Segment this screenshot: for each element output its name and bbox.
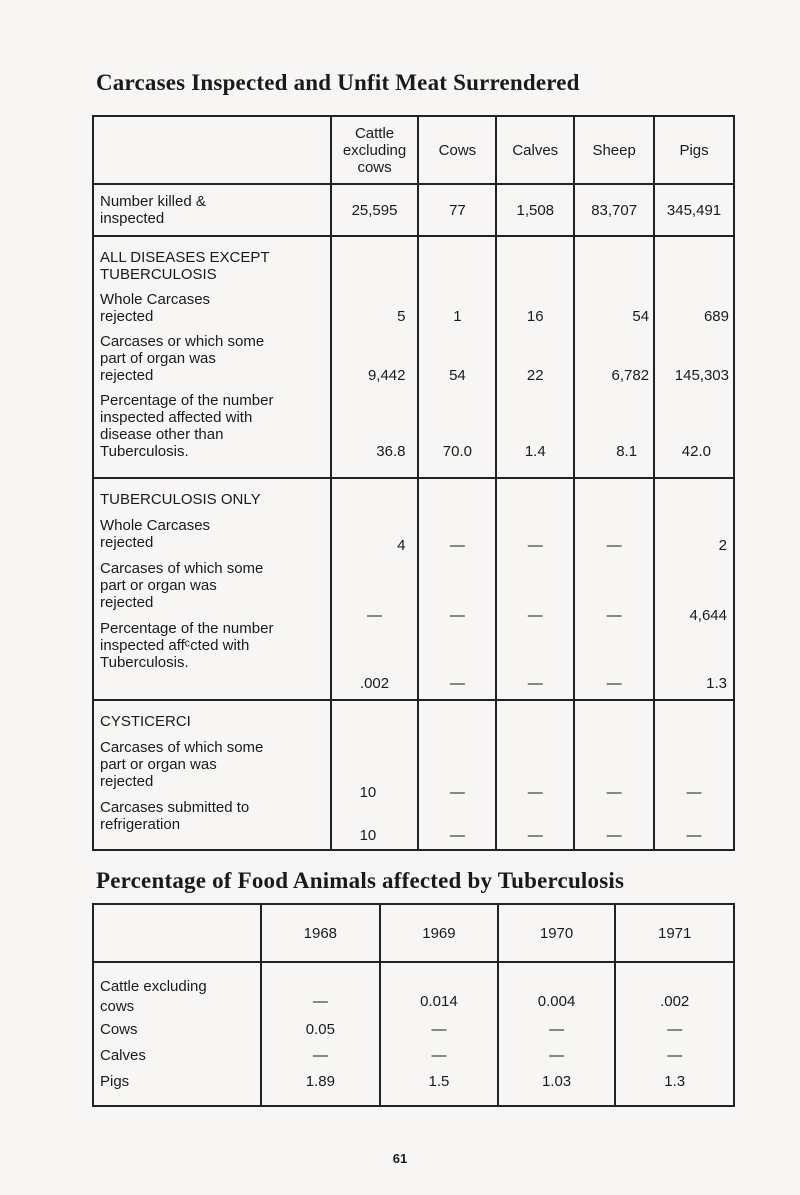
cell-text: — [431,1021,447,1038]
col-cattle [331,700,419,850]
section-labels [93,700,331,850]
col-1969 [380,962,498,1106]
cell-text: Percentage of the number [100,392,274,409]
header-pigs: Pigs [654,116,734,184]
header-row [93,904,734,962]
cell-text: cows [100,998,135,1015]
section-tuberculosis [93,478,734,700]
number-killed-row [93,184,734,236]
cell-text: 10 [359,827,377,844]
cell-text: Tuberculosis. [100,443,189,460]
col-calves [496,700,574,850]
cell-text: Cattle excluding [100,978,207,995]
cell-text: — [549,1021,565,1038]
cell-text: excluding [342,141,407,159]
cell-text: TUBERCULOSIS [100,266,217,283]
cell-text: 1.03 [541,1073,572,1090]
header-sheep: Sheep [574,116,654,184]
col-cows [418,700,496,850]
header-1971: 1971 [615,904,734,962]
cell-text: — [312,1047,328,1064]
col-cattle [331,478,419,700]
cell-text: 1.4 [524,443,546,460]
cell-text: TUBERCULOSIS ONLY [100,491,261,508]
cell-text: refrigeration [100,816,181,833]
data-body [93,962,734,1106]
cell: 1,508 [496,184,574,236]
cell-text: 0.014 [420,993,458,1010]
cell-text: — [549,1047,565,1064]
cell-text: part or organ was [100,756,217,773]
col-cows [418,236,496,478]
header-1968: 1968 [261,904,381,962]
cell-text: — [449,784,465,801]
col-calves [496,236,574,478]
col-pigs [654,700,734,850]
col-1968 [261,962,381,1106]
cell-text: 1 [453,308,462,325]
cell-text: — [449,675,465,692]
cell-text: — [606,607,622,624]
cell-text: Carcases of which some [100,560,264,577]
col-calves [496,478,574,700]
cell-text: 4 [397,537,406,554]
cell-text: — [527,827,543,844]
page-title: Carcases Inspected and Unfit Meat Surrendered [96,70,580,95]
cell-text: Number killed & [100,193,206,210]
cell-text: 10 [359,784,377,801]
cell-text: 6,782 [611,367,650,384]
cell-text: inspected affected with [100,409,253,426]
cell-text: — [527,784,543,801]
cell-text: 1.5 [428,1073,450,1090]
col-1971 [615,962,734,1106]
cell-text: 0.004 [537,993,576,1010]
cell-text: — [449,827,465,844]
page-number: 61 [392,1151,408,1166]
cell: 25,595 [331,184,419,236]
cell-text: rejected [100,773,154,790]
header-1970: 1970 [498,904,616,962]
cell-text: Calves [100,1047,146,1064]
section-title: Percentage of Food Animals affected by Tuberculosis [96,868,625,893]
cell: 77 [418,184,496,236]
cell-text: .002 [359,675,390,692]
cell-text: 689 [703,308,729,325]
cell-text: part of organ was [100,350,216,367]
cell-text: rejected [100,594,154,611]
cell-text: 5 [397,308,406,325]
cell-text: — [527,607,543,624]
header-blank [93,904,261,962]
col-pigs [654,478,734,700]
cell-text: 9,442 [367,367,406,384]
cell-text: rejected [100,367,154,384]
header-calves: Calves [496,116,574,184]
header-cattle [331,116,419,184]
cell-text: 22 [526,367,544,384]
cell-text: Tuberculosis. [100,654,189,671]
cell-text: inspected [100,210,165,227]
cell-text: Whole Carcases [100,291,211,308]
cell-text: 2 [718,537,727,554]
cell-text: — [449,537,465,554]
cell-text: part or organ was [100,577,217,594]
cell-text: 8.1 [616,443,638,460]
header-row [93,116,734,184]
cell-text: Whole Carcases [100,517,211,534]
cell-text: — [667,1021,683,1038]
cell-text: — [606,537,622,554]
cell-text: disease other than [100,426,224,443]
cell-text: rejected [100,308,154,325]
cell-text: Cows [100,1021,138,1038]
cell-text: 36.8 [376,443,406,460]
cell-text: ALL DISEASES EXCEPT [100,249,270,266]
cell-text: 42.0 [681,443,711,460]
cell: 83,707 [574,184,654,236]
cell-text: 145,303 [674,367,729,384]
section-all-diseases [93,236,734,478]
col-cows [418,478,496,700]
cell-text: — [449,607,465,624]
cell-text: — [431,1047,447,1064]
col-1970 [498,962,616,1106]
cell-text: — [606,784,622,801]
cell: 345,491 [654,184,734,236]
header-cows: Cows [418,116,496,184]
cell-text: — [527,675,543,692]
row-labels [93,962,261,1106]
cell-text: — [606,827,622,844]
carcases-table [92,115,735,851]
cell-text: Pigs [100,1073,130,1090]
cell-text: 54 [632,308,650,325]
col-pigs [654,236,734,478]
cell-text: Percentage of the number [100,620,274,637]
row-label [93,184,331,236]
cell-text: — [667,1047,683,1064]
cell-text: 16 [526,308,544,325]
cell-text: 1.3 [706,675,727,692]
cell-text: — [367,607,383,624]
cell-text: 4,644 [689,607,727,624]
cell-text: 70.0 [442,443,472,460]
cell-text: — [312,993,328,1010]
cell-text: Carcases submitted to [100,799,250,816]
cell-text: 54 [449,367,466,384]
col-sheep [574,700,654,850]
cell-text: — [606,675,622,692]
header-blank [93,116,331,184]
header-1969: 1969 [380,904,498,962]
col-cattle [331,236,419,478]
section-labels [93,478,331,700]
cell-text: Carcases of which some [100,739,264,756]
cell-text: Cattle [354,124,395,142]
cell-text: — [686,784,702,801]
cell-text: cows [357,158,392,176]
cell-text: CYSTICERCI [100,713,191,730]
section-cysticerci [93,700,734,850]
col-sheep [574,478,654,700]
cell-text: — [686,827,702,844]
section-labels [93,236,331,478]
cell-text: 0.05 [305,1021,335,1038]
cell-text: Carcases or which some [100,333,265,350]
cell-text: — [527,537,543,554]
tuberculosis-percent-table [92,903,735,1107]
cell-text: .002 [660,993,690,1010]
cell-text: inspected affᶜcted with [100,637,250,654]
cell-text: rejected [100,534,154,551]
cell-text: 1.3 [664,1073,686,1090]
col-sheep [574,236,654,478]
cell-text: 1.89 [305,1073,335,1090]
